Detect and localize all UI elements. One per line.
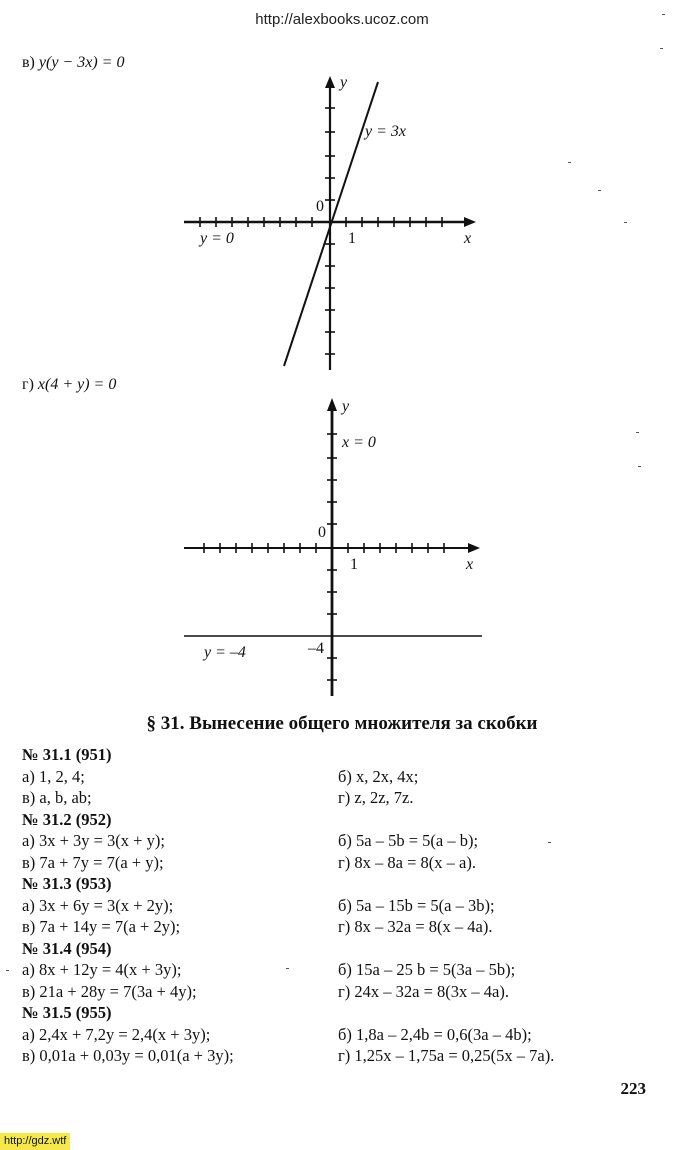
exercise-list xyxy=(22,745,662,1068)
case-g-equation: x(4 + y) = 0 xyxy=(37,376,117,393)
answer-v: в) 0,01a + 0,03y = 0,01(a + 3y); xyxy=(22,1046,234,1065)
answer-a: а) 1, 2, 4; xyxy=(22,766,85,786)
case-v-label xyxy=(22,54,124,72)
answer-g: г) 24x – 32a = 8(3x – 4a). xyxy=(338,981,509,1001)
answer-a: а) 3x + 3y = 3(x + y); xyxy=(22,831,165,850)
graph-2-y-label: y xyxy=(342,398,350,415)
graph-2-y-arrow xyxy=(327,398,337,411)
answer-g: г) z, 2z, 7z. xyxy=(338,788,414,807)
graph-1-x-arrow xyxy=(464,217,476,227)
exercise-number: № 31.4 (954) xyxy=(22,938,112,958)
exercise-row xyxy=(22,917,662,939)
answer-v: в) 7a + 14y = 7(a + 2y); xyxy=(22,917,181,936)
answer-a: а) 8x + 12y = 4(x + 3y); xyxy=(22,960,182,979)
page-number: 223 xyxy=(620,1079,646,1098)
scan-speck xyxy=(624,222,627,223)
exercise-row xyxy=(22,767,662,789)
graph-2-minus-four-label: –4 xyxy=(308,640,324,657)
answer-b: б) x, 2x, 4x; xyxy=(338,766,419,786)
scan-speck xyxy=(598,190,601,191)
graph-1-x-label: x xyxy=(464,230,472,247)
graph-1-unit-label: 1 xyxy=(348,230,356,247)
case-g-letter: г) xyxy=(22,376,34,393)
exercise-row xyxy=(22,960,662,982)
answer-a: а) 2,4x + 7,2y = 2,4(x + 3y); xyxy=(22,1024,211,1044)
footer-link-badge[interactable]: http://gdz.wtf xyxy=(0,1133,70,1150)
answer-g: г) 8x – 8a = 8(x – a). xyxy=(338,852,476,872)
answer-b: б) 5a – 15b = 5(a – 3b); xyxy=(338,895,495,915)
scan-speck xyxy=(548,842,551,843)
exercise-31-2-header xyxy=(22,810,662,832)
graph-1 xyxy=(180,70,480,380)
exercise-31-1-header xyxy=(22,745,662,767)
answer-b: б) 1,8a – 2,4b = 0,6(3a – 4b); xyxy=(338,1024,532,1044)
graph-2-vertical-label: x = 0 xyxy=(342,434,376,451)
scan-speck xyxy=(660,48,663,49)
answer-v: в) 7a + 7y = 7(a + y); xyxy=(22,852,164,872)
graph-1-horizontal-label: y = 0 xyxy=(200,230,234,247)
graph-1-svg xyxy=(180,70,480,380)
exercise-row xyxy=(22,982,662,1004)
answer-g: г) 1,25x – 1,75a = 0,25(5x – 7a). xyxy=(338,1046,555,1065)
graph-2-origin-label: 0 xyxy=(318,524,326,541)
exercise-31-5-header xyxy=(22,1003,662,1025)
exercise-number: № 31.5 (955) xyxy=(22,1003,112,1022)
answer-v: в) a, b, ab; xyxy=(22,788,92,807)
exercise-number: № 31.3 (953) xyxy=(22,874,112,893)
section-title: § 31. Вынесение общего множителя за скобки xyxy=(146,713,538,734)
answer-v: в) 21a + 28y = 7(3a + 4y); xyxy=(22,981,197,1001)
exercise-31-3-header xyxy=(22,874,662,896)
graph-2-x-arrow xyxy=(468,543,480,553)
case-v-equation: y(y − 3x) = 0 xyxy=(38,54,125,71)
graph-2-x-label: x xyxy=(466,556,474,573)
source-url: http://alexbooks.ucoz.com xyxy=(255,11,429,28)
scan-speck xyxy=(636,432,639,433)
graph-1-y-arrow xyxy=(325,76,335,88)
exercise-number: № 31.2 (952) xyxy=(22,809,112,829)
exercise-row xyxy=(22,853,662,875)
exercise-row xyxy=(22,1025,662,1047)
graph-2 xyxy=(180,392,490,702)
exercise-row xyxy=(22,788,662,810)
graph-1-y-label: y xyxy=(340,74,348,91)
exercise-31-4-header xyxy=(22,939,662,961)
scan-speck xyxy=(6,970,9,971)
scan-speck xyxy=(568,162,571,163)
scan-speck xyxy=(286,968,289,969)
scan-speck xyxy=(662,14,665,15)
answer-b: б) 5a – 5b = 5(a – b); xyxy=(338,831,479,850)
graph-2-unit-label: 1 xyxy=(350,556,358,573)
case-g-label xyxy=(22,376,116,394)
exercise-row xyxy=(22,1046,662,1068)
exercise-number: № 31.1 (951) xyxy=(22,745,112,764)
case-v-letter: в) xyxy=(22,54,35,71)
exercise-row xyxy=(22,831,662,853)
answer-a: а) 3x + 6y = 3(x + 2y); xyxy=(22,895,174,915)
exercise-row xyxy=(22,896,662,918)
answer-g: г) 8x – 32a = 8(x – 4a). xyxy=(338,917,493,936)
graph-2-horizontal-label: y = –4 xyxy=(204,644,246,661)
scan-speck xyxy=(638,466,641,467)
graph-1-origin-label: 0 xyxy=(316,198,324,215)
graph-1-line-label: y = 3x xyxy=(365,123,406,140)
answer-b: б) 15a – 25 b = 5(3a – 5b); xyxy=(338,960,516,979)
